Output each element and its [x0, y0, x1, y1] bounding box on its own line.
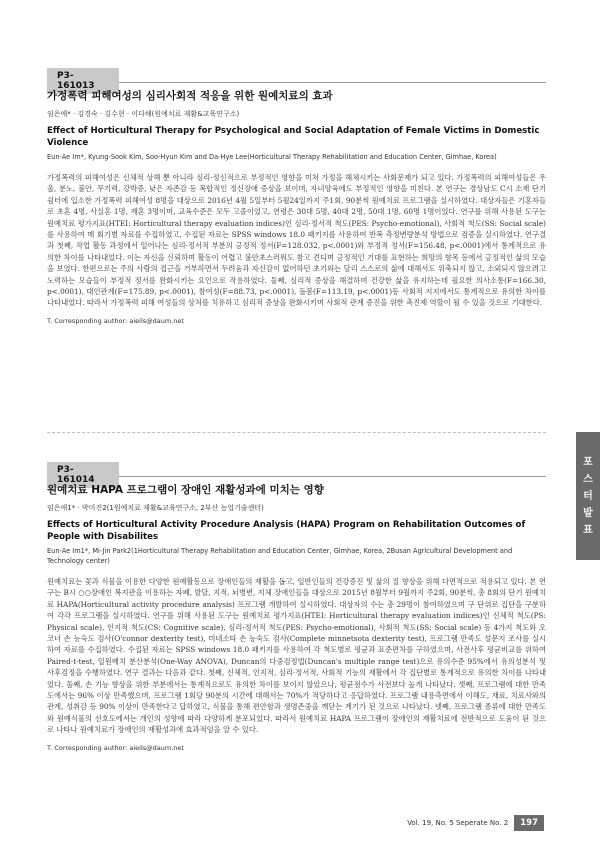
abstract-p3-161013 [47, 68, 546, 325]
side-tab-char: 터 [583, 490, 593, 502]
page-number: 197 [514, 815, 544, 831]
section-side-tab [576, 432, 600, 560]
abstract-p3-161014 [47, 462, 546, 752]
volume-info: Vol. 19, No. 5 Seperate No. 2 [407, 819, 509, 827]
authors-korean: 임은애* · 김경숙 · 김수현 · 이다해(원예치료 재활&교육연구소) [47, 110, 240, 118]
corresponding-author: T. Corresponding author: aieils@daum.net [47, 316, 184, 325]
title-korean: 가정폭력 피해여성의 심리사회적 적응을 위한 원예치료의 효과 [47, 90, 333, 102]
side-tab-char: 발 [583, 507, 593, 519]
abstract-id-bar [47, 68, 546, 91]
side-tab-char: 스 [583, 473, 593, 485]
corresponding-author: T. Corresponding author: aieils@daum.net [47, 743, 184, 752]
section-divider [47, 432, 546, 433]
authors-english: Eun-Ae Im1*, Mi-Jin Park2(1Horticultural Therapy Rehabilitation and Education Center, Gimhae, Korea, 2Busan Agricultural Development and Technology center) [47, 547, 513, 565]
side-tab-char: 포 [583, 456, 593, 468]
title-korean: 원예치료 HAPA 프로그램이 장애인 재활성과에 미치는 영향 [47, 484, 324, 496]
abstract-id: P3-161013 [47, 68, 119, 94]
abstract-id-bar [47, 462, 546, 485]
title-english: Effects of Horticultural Activity Procedure Analysis (HAPA) Program on Rehabilitation Outcomes of People with Disabilites [47, 520, 526, 542]
abstract-id: P3-161014 [47, 462, 119, 488]
side-tab-char: 표 [583, 524, 593, 536]
title-english: Effect of Horticultural Therapy for Psychological and Social Adaptation of Female Victims in Domestic Violence [47, 126, 540, 148]
authors-korean: 임은애1* · 박미진2(1원예치료 재활&교육연구소, 2부산 농업기술센터) [47, 504, 264, 512]
authors-english: Eun-Ae Im*, Kyung-Sook Kim, Soo-Hyun Kim and Da-Hye Lee(Horticultural Therapy Rehabilitation and Education Center, Gimhae, Korea) [47, 153, 497, 161]
abstract-body: 가정폭력의 피해여성은 신체적 상해 뿐 아니라 심리·정신적으로 부정적인 영향을 미쳐 가정을 해체시키는 사회문제가 되고 있다. 가정폭력의 피해여성들은 우울, 분노, 불안, 무기력, 강박증, 낮은 자존감 등 복합적인 정신장애 증상을 보이며, 자녀양육에도 부정적인 영향을 미친다. 본 연구는 경상남도 C시 소재 단기쉼터에 입소한 가정폭력 피해여성 8명을 대상으로 2016년 4월 5일부터 5월24일까지 주1회, 90분씩 원예치료 프로그램을 실시하였다. 대상자들은 기혼자들로 초혼 4명, 사실혼 1명, 재혼 3명이며, 교육수준은 모두 고졸이었고, 연령은 30대 5명, 40대 2명, 50대 1명, 60명 1명이었다. 연구를 위해 사용된 도구는 원예치료 평가지표(HTEI: Horticultural therapy evaluation indices)인 심리·정서적 척도(PES: Psycho-emotional), 사회적 척도(SS: Social scale)를 사용하여 매 회기별 자료를 수집하였고, 수집된 자료는 SPSS windows 18.0 패키지를 사용하여 반복 측정변량분석 방법으로 검증을 실시하였다. 연구결과 첫째, 작업 활동 과정에서 일어나는 심리·정서적 부분의 긍정적 정서(F=128.032, p<.0001)와 부정적 정서(F=156.48, p<.0001)에서 통계적으로 유의한 차이를 나타내었다. 이는 자신을 신뢰하며 활동이 어렵고 불안초스러워도 참고 견디며 긍정적인 기대를 표현하는 희망의 향목 등에서 긍정적인 삶의 모습을 보였다. 한편으로는 주의 사람의 접근을 거부하면서 두려움과 자신감이 없어하던 초기와는 달리 스스로의 삶에 대해서도 위축되지 않고, 소외되지 않으려고 노력하는 모습들이 부정적 정서를 완화시키는 요인으로 작용하였다. 둘째, 심리적 증상을 해결하며 건강한 삶을 유지하는데 필요한 의사소통(F=166.30, p<.0001), 대인관계(F=175.89, p<.0001), 참여성(F=88.73, p<.0001), 돌봄(F=113.19, p<.0001)등 사회적 지지에서도 통계적으로 유의한 차이를 나타내었다. 따라서 가정폭력 피해 여성들의 상처를 치유하고 심리적 증상을 완화시키며 사회적 관계 증진을 위한 촉진제 역할이 될 수 있을 것으로 기대한다. [47, 173, 546, 308]
abstract-body: 원예치료는 꽃과 식물을 이용한 다양한 원예활동으로 장애인들의 재활을 돕고, 일반인들의 건강증진 및 삶의 질 향상을 위해 다면적으로 적용되고 있다. 본 연구는 B시 ○○장애인 복지관을 이용하는 자폐, 발달, 지적, 뇌병변, 지체 장애인들을 대상으로 2015년 8월부터 9월까지 주2회, 90분씩, 총 8회의 단기 원예치료 HAPA(Horticultural activity procedure analysis) 프로그램 개발하여 실시하였다. 대상자의 수는 총 29명이 참여하였으며 구 단위로 집단을 구분하여 각각 프로그램을 실시하였다. 연구를 위해 사용된 도구는 원예치료 평가지표(HTEI: Horticultural therapy evaluation indices)인 신체적 척도(PS: Physical scale), 인지적 척도(CS: Cognitive scale), 심리·정서적 척도(PES: Psycho-emotional), 사회적 척도(SS: Social scale) 등 4가지 척도와 오코너 손 능숙도 검사(O'connor dexterity test), 미네소타 손 능숙도 검사(Complete minnetsota dexterity test), 프로그램 만족도 설문지 조사를 실시하여 자료를 수집하였다. 수집된 자료는 SPSS windows 18.0 패키지를 사용하여 각 척도별로 평균과 표준편차를 구하였으며, 사전사후 평균비교를 위하여 Paired-t-test, 일원배치 분산분석(One-Way ANOVA), Duncan의 다중검정법(Duncan's multiple range test)으로 유의수준 95%에서 유의성분석 및 사후검정을 수행하였다. 연구 결과는 다음과 같다. 첫째, 신체적, 인지적, 심리·정서적, 사회적 기능의 재활에서 각 집단별로 통계적으로 유의한 차이를 나타내었다. 둘째, 손 기능 향상을 위한 부분에서는 통계적으로도 유의한 차이를 보이지 않았으나, 평균점수가 사전보다 높게 나타났다. 셋째, 프로그램에 대한 만족도에서는 96% 이상 만족했으며, 프로그램 1회당 90분의 시간에 대해서는 70%가 적당하다고 응답하였다. 프로그램 내용측면에서 이해도, 재료, 치료사와의 관계, 성취감 등 90% 이상이 만족한다고 답하였고, 식물을 통해 편안함과 생명존중을 깨닫는 계기가 된 것으로 나타났다. 넷째, 프로그램 종류에 대한 만족도와 원예식물의 선호도에서는 개인의 성향에 따라 다양하게 분포되었다. 따라서 원예치료 HAPA 프로그램이 장애인의 재활치료에 전반적으로 도움이 된 것으로 나타나 원예치료가 장애인의 재활성과에 효과적임을 알 수 있다. [47, 577, 546, 735]
page-footer [407, 815, 544, 831]
